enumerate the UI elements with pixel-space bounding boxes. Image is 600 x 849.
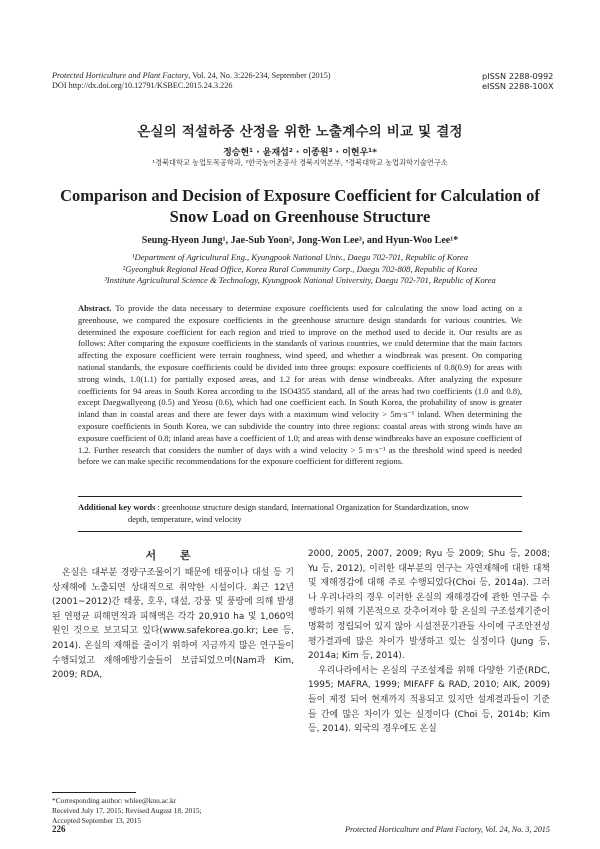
abstract-label: Abstract. (78, 303, 112, 313)
english-affiliations (0, 252, 600, 287)
abstract-text: To provide the data necessary to determine exposure coefficients used for calculating the snow load acting on a greenhouse, we compared the exposure coefficients in the greenhouse structure design standards for various countries. We determined the exposure coefficient for each region and tried to improve on the method used to decide it. Our results are as follows: After comparing the exposure coefficients in the standards of various countries, we could determine that the main factors affecting the exposure coefficient were terrain roughness, wind speed, and whether a windbreak was present. On comparing national standards, the exposure coefficients could be divided into three groups: exposure coefficients of 0.8(0.9) for areas with strong winds, 1.0(1.1) for partially exposed areas, and 1.2 for areas with dense windbreaks. After analyzing the exposure coefficients for 94 areas in South Korea according to the ISO4355 standard, all of the areas had two coefficients (1.0 and 0.8), except Daegwallyeong (0.5) and Yeosu (0.6), which had one coefficient each. In South Korea, the probability of snow is greater inland than in coastal areas and there are fewer days with a maximum wind velocity > 5m·s⁻¹ inland. When determining the exposure coefficients in South Korea, we can subdivide the country into three regions: coastal areas with strong winds have an exposure coefficient of 0.8; inland areas have a coefficient of 1.0; and areas with dense windbreaks have an exposure coefficient of 1.2. Further research that considers the number of days with a wind velocity > 5 m·s⁻¹ as the threshold wind speed is needed before we can make specific recommendations for the exposure coefficient for different regions. (78, 303, 522, 467)
received-date: Received July 17, 2015; Revised August 18, 2015; (52, 806, 202, 815)
korean-authors: 정승현¹ · 윤재섭² · 이종원³ · 이현우¹* (223, 148, 377, 158)
keywords-bottom-rule (78, 531, 522, 532)
abstract (78, 303, 522, 468)
eissn: eISSN 2288-100X (482, 81, 554, 91)
korean-title: 온실의 적설하중 산정을 위한 노출계수의 비교 및 결정 (137, 124, 463, 140)
keywords-block (78, 502, 522, 525)
body-right-column (308, 547, 550, 737)
body-paragraph: 온실은 대부분 경량구조물이기 때문에 태풍이나 대설 등 기상재해에 노출되면 상대적으로 취약한 시설이다. 최근 12년(2001~2012)간 태풍, 호우, 대설, 강풍 및 풍랑에 의해 발생된 연평균 피해면적과 피해액은 각각 20,910 ha 및 1,060억 원인 것으로 보고되고 있다(www.safekorea.go.kr; Lee 등, 2014). 온실의 재해를 줄이기 위하여 지금까지 많은 연구들이 수행되었고 재해예방기술들이 보급되었으며(Nam과 Kim, 2009; RDA, (52, 568, 294, 681)
issn-block (482, 71, 554, 91)
body-left-column (52, 566, 294, 683)
keywords-text-2: depth, temperature, wind velocity (128, 513, 242, 524)
keywords-text-1: : greenhouse structure design standard, International Organization for Standardization, snow (155, 502, 470, 512)
journal-header (52, 71, 331, 91)
english-authors: Seung-Hyeon Jung¹, Jae-Sub Yoon², Jong-Won Lee³, and Hyun-Woo Lee¹* (141, 235, 459, 246)
keywords-top-rule (78, 496, 522, 497)
page-number: 226 (52, 824, 66, 834)
body-paragraph: 우리나라에서는 온실의 구조설계를 위해 다양한 기준(RDC, 1995; MAFRA, 1999; MIFAFF & RAD, 2010; AIK, 2009)들이 제정 되어 현재까지 적용되고 있지만 설계결과들이 기준들 간에 많은 차이가 있는 실정이다 (Choi 등, 2014b; Kim 등, 2014). 외국의 경우에도 온실 (308, 665, 550, 735)
keywords-label: Additional key words (78, 502, 156, 512)
affiliation-3: ³Institute Agricultural Science & Technology, Kyungpook National University, Daegu 702-701, Republic of Korea (104, 275, 496, 285)
journal-name: Protected Horticulture and Plant Factory (52, 71, 189, 80)
journal-volume-info: , Vol. 24, No. 3:226-234, September (2015) (188, 71, 331, 80)
journal-citation (52, 71, 331, 81)
footer-journal: Protected Horticulture and Plant Factory, Vol. 24, No. 3, 2015 (345, 825, 550, 834)
accepted-date: Accepted September 13, 2015 (52, 816, 142, 825)
footnote-rule (52, 792, 136, 793)
korean-affiliations: ¹경북대학교 농업토목공학과, ²한국농어촌공사 경북지역본부, ³경북대학교 농업과학기술연구소 (152, 158, 448, 167)
doi-link[interactable]: DOI http://dx.doi.org/10.12791/KSBEC.2015.24.3.226 (52, 81, 233, 90)
affiliation-1: ¹Department of Agricultural Eng., Kyungpook National Univ., Daegu 702-701, Republic of Korea (131, 252, 469, 262)
affiliation-2: ²Gyeongbuk Regional Head Office, Korea Rural Community Corp., Daegu 702-808, Republic of Korea (122, 263, 478, 274)
footnote (52, 796, 202, 826)
english-title: Comparison and Decision of Exposure Coefficient for Calculation of Snow Load on Greenhouse Structure (60, 186, 540, 226)
pissn: pISSN 2288-0992 (482, 71, 554, 81)
introduction-heading: 서 론 (145, 549, 201, 562)
body-paragraph: 2000, 2005, 2007, 2009; Ryu 등 2009; Shu 등, 2008; Yu 등, 2012), 이러한 대부분의 연구는 자연재해에 대한 대책 및 재해경감에 대해 주로 수행되었다(Choi 등, 2014a). 그러나 우리나라의 경우 이러한 온실의 재해경감에 관한 연구를 수행하기 위해 기본적으로 갖추어져야 할 온실의 구조설계기준이 명확히 정립되어 있지 않아 시설전문기관들 사이에 구조안전성 평가결과에 많은 차이가 발생하고 있는 실정이다 (Jung 등, 2014a; Kim 등, 2014). (308, 549, 550, 662)
keywords-line-1 (78, 502, 522, 514)
corresponding-author: *Corresponding author: whlee@knu.ac.kr (52, 796, 177, 805)
